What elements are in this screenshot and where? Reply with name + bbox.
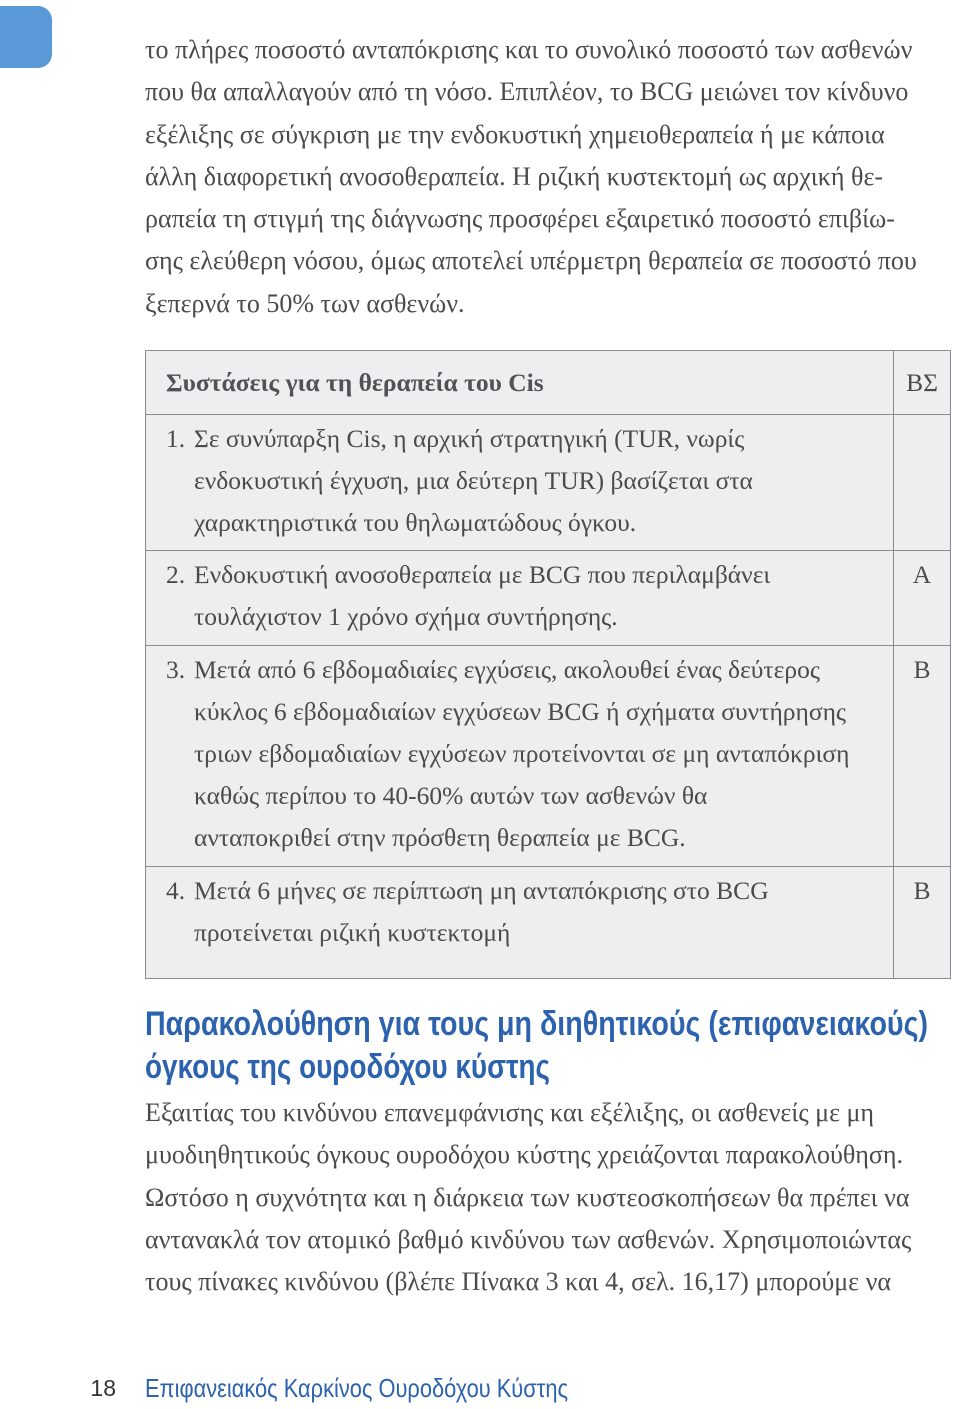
paragraph-line: που θα απαλλαγούν από τη νόσο. Επιπλέον, το BCG μειώνει τον κίνδυνο bbox=[145, 77, 909, 107]
cis-recommendations-table bbox=[145, 350, 951, 979]
table-row bbox=[146, 646, 951, 867]
intro-paragraph bbox=[145, 29, 950, 325]
recommendation-number: 2. bbox=[166, 560, 186, 589]
recommendation-line: Σε συνύπαρξη Cis, η αρχική στρατηγική (TUR, νωρίς bbox=[194, 424, 745, 453]
paragraph-line: σης ελεύθερη νόσου, όμως αποτελεί υπέρμετρη θεραπεία σε ποσοστό που bbox=[145, 246, 917, 276]
grade-cell bbox=[894, 415, 951, 551]
paragraph-line: Εξαιτίας του κινδύνου επανεμφάνισης και εξέλιξης, οι ασθενείς με μη bbox=[145, 1098, 875, 1127]
paragraph-line: Ωστόσο η συχνότητα και η διάρκεια των κυστεοσκοπήσεων θα πρέπει να bbox=[145, 1182, 910, 1212]
section-heading-line: Παρακολούθηση για τους μη διηθητικούς (επιφανειακούς) bbox=[145, 1005, 928, 1043]
paragraph-line: αντανακλά τον ατομικό βαθμό κινδύνου των ασθενών. Χρησιμοποιώντας bbox=[145, 1224, 912, 1254]
grade-cell: B bbox=[894, 646, 951, 867]
recommendation-line: Ενδοκυστική ανοσοθεραπεία με BCG που περιλαμβάνει bbox=[194, 560, 771, 589]
recommendation-cell bbox=[146, 551, 894, 646]
recommendation-line: ενδοκυστική έγχυση, μια δεύτερη TUR) βασίζεται στα bbox=[194, 466, 753, 495]
recommendation-line: καθώς περίπου το 40-60% αυτών των ασθενών θα bbox=[194, 781, 708, 810]
paragraph-line: το πλήρες ποσοστό ανταπόκρισης και το συνολικό ποσοστό των ασθενών bbox=[145, 35, 913, 64]
recommendation-line: Μετά 6 μήνες σε περίπτωση μη ανταπόκρισης στο BCG bbox=[194, 876, 769, 905]
recommendation-line: τριων εβδομαδιαίων εγχύσεων προτείνονται σε μη ανταπόκριση bbox=[194, 739, 850, 768]
recommendation-number: 4. bbox=[166, 876, 186, 905]
paragraph-line: ξεπερνά το 50% των ασθενών. bbox=[145, 288, 465, 318]
grade-cell: A bbox=[894, 551, 951, 646]
paragraph-line: άλλη διαφορετική ανοσοθεραπεία. Η ριζική κυστεκτομή ως αρχική θε- bbox=[145, 161, 884, 191]
section-heading-line: όγκους της ουροδόχου κύστης bbox=[145, 1048, 551, 1086]
section-heading bbox=[145, 1003, 950, 1089]
recommendation-number: 3. bbox=[166, 655, 186, 684]
table-row bbox=[146, 551, 951, 646]
grade-cell: B bbox=[894, 867, 951, 979]
paragraph-line: ραπεία τη στιγμή της διάγνωσης προσφέρει εξαιρετικό ποσοστό επιβίω- bbox=[145, 204, 895, 234]
recommendation-line: Μετά από 6 εβδομαδιαίες εγχύσεις, ακολουθεί ένας δεύτερος bbox=[194, 655, 820, 684]
running-footer bbox=[145, 1370, 845, 1406]
recommendation-cell bbox=[146, 867, 894, 979]
recommendation-line: χαρακτηριστικά του θηλωματώδους όγκου. bbox=[194, 508, 637, 537]
followup-paragraph bbox=[145, 1092, 950, 1303]
grade-column-header: ΒΣ bbox=[894, 351, 951, 415]
table-row bbox=[146, 415, 951, 551]
recommendation-line: κύκλος 6 εβδομαδιαίων εγχύσεων BCG ή σχήματα συντήρησης bbox=[194, 697, 847, 726]
recommendation-line: ανταποκριθεί στην πρόσθετη θεραπεία με BCG. bbox=[194, 823, 686, 852]
table-header-row bbox=[146, 351, 951, 415]
recommendation-line: προτείνεται ριζική κυστεκτομή bbox=[194, 918, 511, 947]
page-number: 18 bbox=[90, 1375, 116, 1401]
paragraph-line: μυοδιηθητικούς όγκους ουροδόχου κύστης χρειάζονται παρακολούθηση. bbox=[145, 1140, 903, 1170]
table-row bbox=[146, 867, 951, 979]
recommendation-cell bbox=[146, 646, 894, 867]
table-title: Συστάσεις για τη θεραπεία του Cis bbox=[146, 351, 894, 415]
running-title: Επιφανειακός Καρκίνος Ουροδόχου Κύστης bbox=[145, 1373, 568, 1403]
recommendation-line: τουλάχιστον 1 χρόνο σχήμα συντήρησης. bbox=[194, 602, 618, 631]
paragraph-line: εξέλιξης σε σύγκριση με την ενδοκυστική χημειοθεραπεία ή με κάποια bbox=[145, 119, 885, 149]
paragraph-line: τους πίνακες κινδύνου (βλέπε Πίνακα 3 και 4, σελ. 16,17) μπορούμε να bbox=[145, 1267, 891, 1297]
recommendation-cell bbox=[146, 415, 894, 551]
chapter-tab bbox=[0, 6, 52, 68]
recommendation-number: 1. bbox=[166, 424, 186, 453]
